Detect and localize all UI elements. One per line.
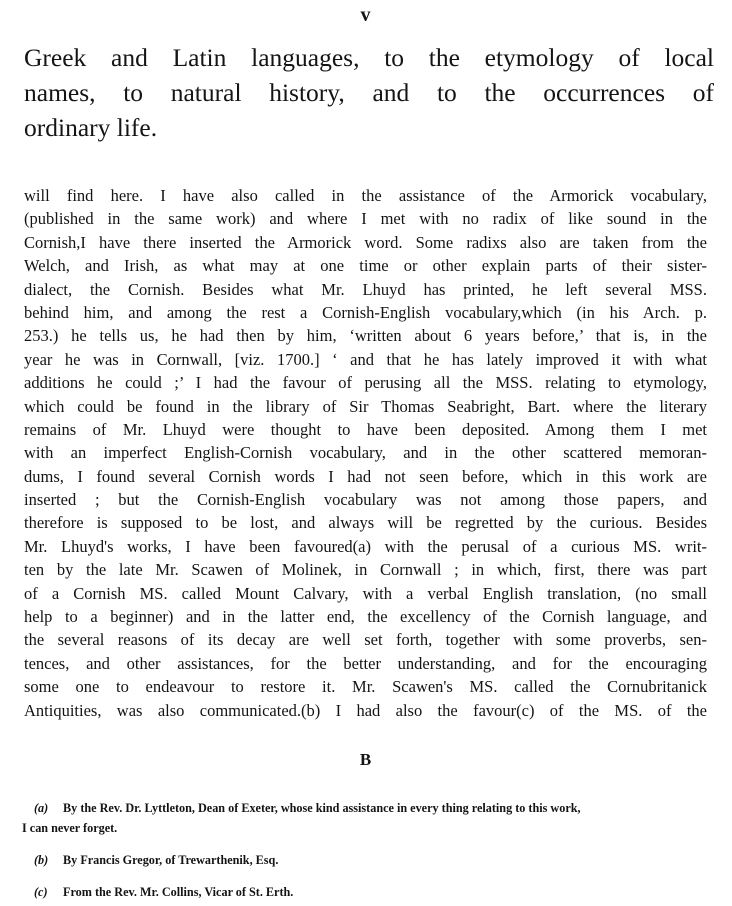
footnote-mark: (c) [34, 885, 48, 899]
body-line: 253.) he tells us, he had then by him, ‘written about 6 years before,’ that is, in the [24, 326, 707, 346]
body-line: Cornish,I have there inserted the Armorick word. Some radixs also are taken from the [24, 232, 707, 252]
body-line: therefore is supposed to be lost, and always will be regretted by the curious. Besides [24, 513, 707, 533]
footnote-text: From the Rev. Mr. Collins, Vicar of St. Erth. [63, 885, 294, 899]
heading-line: ordinary life. [24, 113, 158, 142]
body-line: tences, and other assistances, for the better understanding, and for the encouraging [24, 653, 707, 673]
heading-line: Greek and Latin languages, to the etymology of local [24, 43, 714, 72]
body-line: some one to endeavour to restore it. Mr. Scawen's MS. called the Cornubritanick [24, 677, 707, 697]
body-line: dums, I found several Cornish words I had not seen before, which in this work are [24, 466, 707, 486]
body-line: remains of Mr. Lhuyd were thought to have been deposited. Among them I met [24, 419, 707, 439]
footnote-mark: (b) [34, 853, 49, 867]
body-line: help to a beginner) and in the latter end, the excellency of the Cornish language, and [24, 607, 707, 627]
body-line: Welch, and Irish, as what may at one time or other explain parts of their sister- [24, 256, 707, 276]
body-line: ten by the late Mr. Scawen of Molinek, in Cornwall ; in which, first, there was part [24, 560, 707, 580]
page-number: v [360, 4, 372, 26]
footnote-text: By the Rev. Dr. Lyttleton, Dean of Exeter, whose kind assistance in every thing relating to this work, [63, 801, 581, 815]
continued-paragraph-heading [24, 40, 714, 145]
body-line: year he was in Cornwall, [viz. 1700.] ‘ and that he has lately improved it with what [24, 349, 707, 369]
body-line: dialect, the Cornish. Besides what Mr. Lhuyd has printed, he left several MSS. [24, 279, 707, 299]
body-line: Mr. Lhuyd's works, I have been favoured(a) with the perusal of a curious MS. writ- [24, 536, 707, 556]
body-line: (published in the same work) and where I met with no radix of like sound in the [24, 209, 707, 229]
body-line: inserted ; but the Cornish-English vocabulary was not among those papers, and [24, 490, 707, 510]
body-paragraph [24, 184, 707, 722]
body-line: behind him, and among the rest a Cornish-English vocabulary,which (in his Arch. p. [24, 302, 707, 322]
body-line: of a Cornish MS. called Mount Calvary, with a verbal English translation, (no small [24, 583, 707, 603]
body-line: the several reasons of its decay are well set forth, together with some proverbs, sen- [24, 630, 707, 650]
footnote [22, 882, 712, 902]
footnote-text: By Francis Gregor, of Trewarthenik, Esq. [63, 853, 279, 867]
body-line: additions he could ;’ I had the favour of perusing all the MSS. relating to etymology, [24, 373, 707, 393]
body-line: which could be found in the library of Sir Thomas Seabright, Bart. where the literary [24, 396, 707, 416]
body-line: will find here. I have also called in the assistance of the Armorick vocabulary, [24, 186, 707, 205]
footnote [22, 850, 712, 870]
footnote-mark: (a) [34, 801, 49, 815]
body-line: with an imperfect English-Cornish vocabulary, and in the other scattered memoran- [24, 443, 707, 463]
heading-line: names, to natural history, and to the occurrences of [24, 78, 714, 107]
footnotes [22, 798, 712, 902]
footnote [22, 798, 712, 838]
signature-mark: B [359, 750, 373, 769]
footnote-continuation: I can never forget. [22, 821, 118, 835]
body-line: Antiquities, was also communicated.(b) I had also the favour(c) of the MS. of the [24, 700, 707, 720]
